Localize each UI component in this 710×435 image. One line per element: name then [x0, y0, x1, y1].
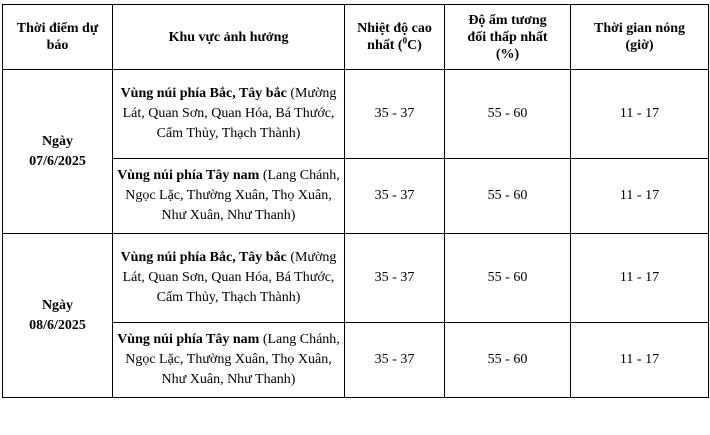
- table-row: [3, 234, 709, 323]
- header-area: Khu vực ảnh hưởng: [113, 5, 345, 70]
- area-cell: [113, 159, 345, 234]
- area-cell: [113, 234, 345, 323]
- max-temp-value: 35 - 37: [345, 159, 445, 234]
- header-hot-duration: Thời gian nóng (giờ): [571, 5, 709, 70]
- humidity-value: 55 - 60: [445, 70, 571, 159]
- area-cell: [113, 70, 345, 159]
- header-min-humidity: Độ ẩm tương đối thấp nhất (%): [445, 5, 571, 70]
- max-temp-value: 35 - 37: [345, 70, 445, 159]
- humidity-value: 55 - 60: [445, 323, 571, 398]
- area-name: Vùng núi phía Tây nam: [117, 332, 260, 347]
- heat-forecast-table: [2, 4, 709, 398]
- forecast-date-cell: Ngày 07/6/2025: [3, 70, 113, 234]
- header-forecast-time: Thời điểm dự báo: [3, 5, 113, 70]
- forecast-date-cell: Ngày 08/6/2025: [3, 234, 113, 398]
- table-row: [3, 70, 709, 159]
- area-name: Vùng núi phía Tây nam: [117, 168, 260, 183]
- table-header-row: [3, 5, 709, 70]
- area-cell: [113, 323, 345, 398]
- area-name: Vùng núi phía Bắc, Tây bắc: [120, 250, 287, 265]
- hot-duration-value: 11 - 17: [571, 234, 709, 323]
- humidity-value: 55 - 60: [445, 234, 571, 323]
- area-districts: (Lang Chánh, Ngọc Lặc, Thường Xuân, Thọ Xuân, Như Xuân, Như Thanh): [125, 332, 340, 387]
- area-districts: (Mường Lát, Quan Sơn, Quan Hóa, Bá Thước, Cẩm Thủy, Thạch Thành): [122, 250, 337, 305]
- max-temp-value: 35 - 37: [345, 234, 445, 323]
- area-name: Vùng núi phía Bắc, Tây bắc: [120, 86, 287, 101]
- max-temp-value: 35 - 37: [345, 323, 445, 398]
- header-max-temp: Nhiệt độ cao nhất ($^0$C): [345, 5, 445, 70]
- humidity-value: 55 - 60: [445, 159, 571, 234]
- hot-duration-value: 11 - 17: [571, 159, 709, 234]
- hot-duration-value: 11 - 17: [571, 323, 709, 398]
- hot-duration-value: 11 - 17: [571, 70, 709, 159]
- area-districts: (Lang Chánh, Ngọc Lặc, Thường Xuân, Thọ Xuân, Như Xuân, Như Thanh): [125, 168, 340, 223]
- area-districts: (Mường Lát, Quan Sơn, Quan Hóa, Bá Thước, Cẩm Thủy, Thạch Thành): [122, 86, 337, 141]
